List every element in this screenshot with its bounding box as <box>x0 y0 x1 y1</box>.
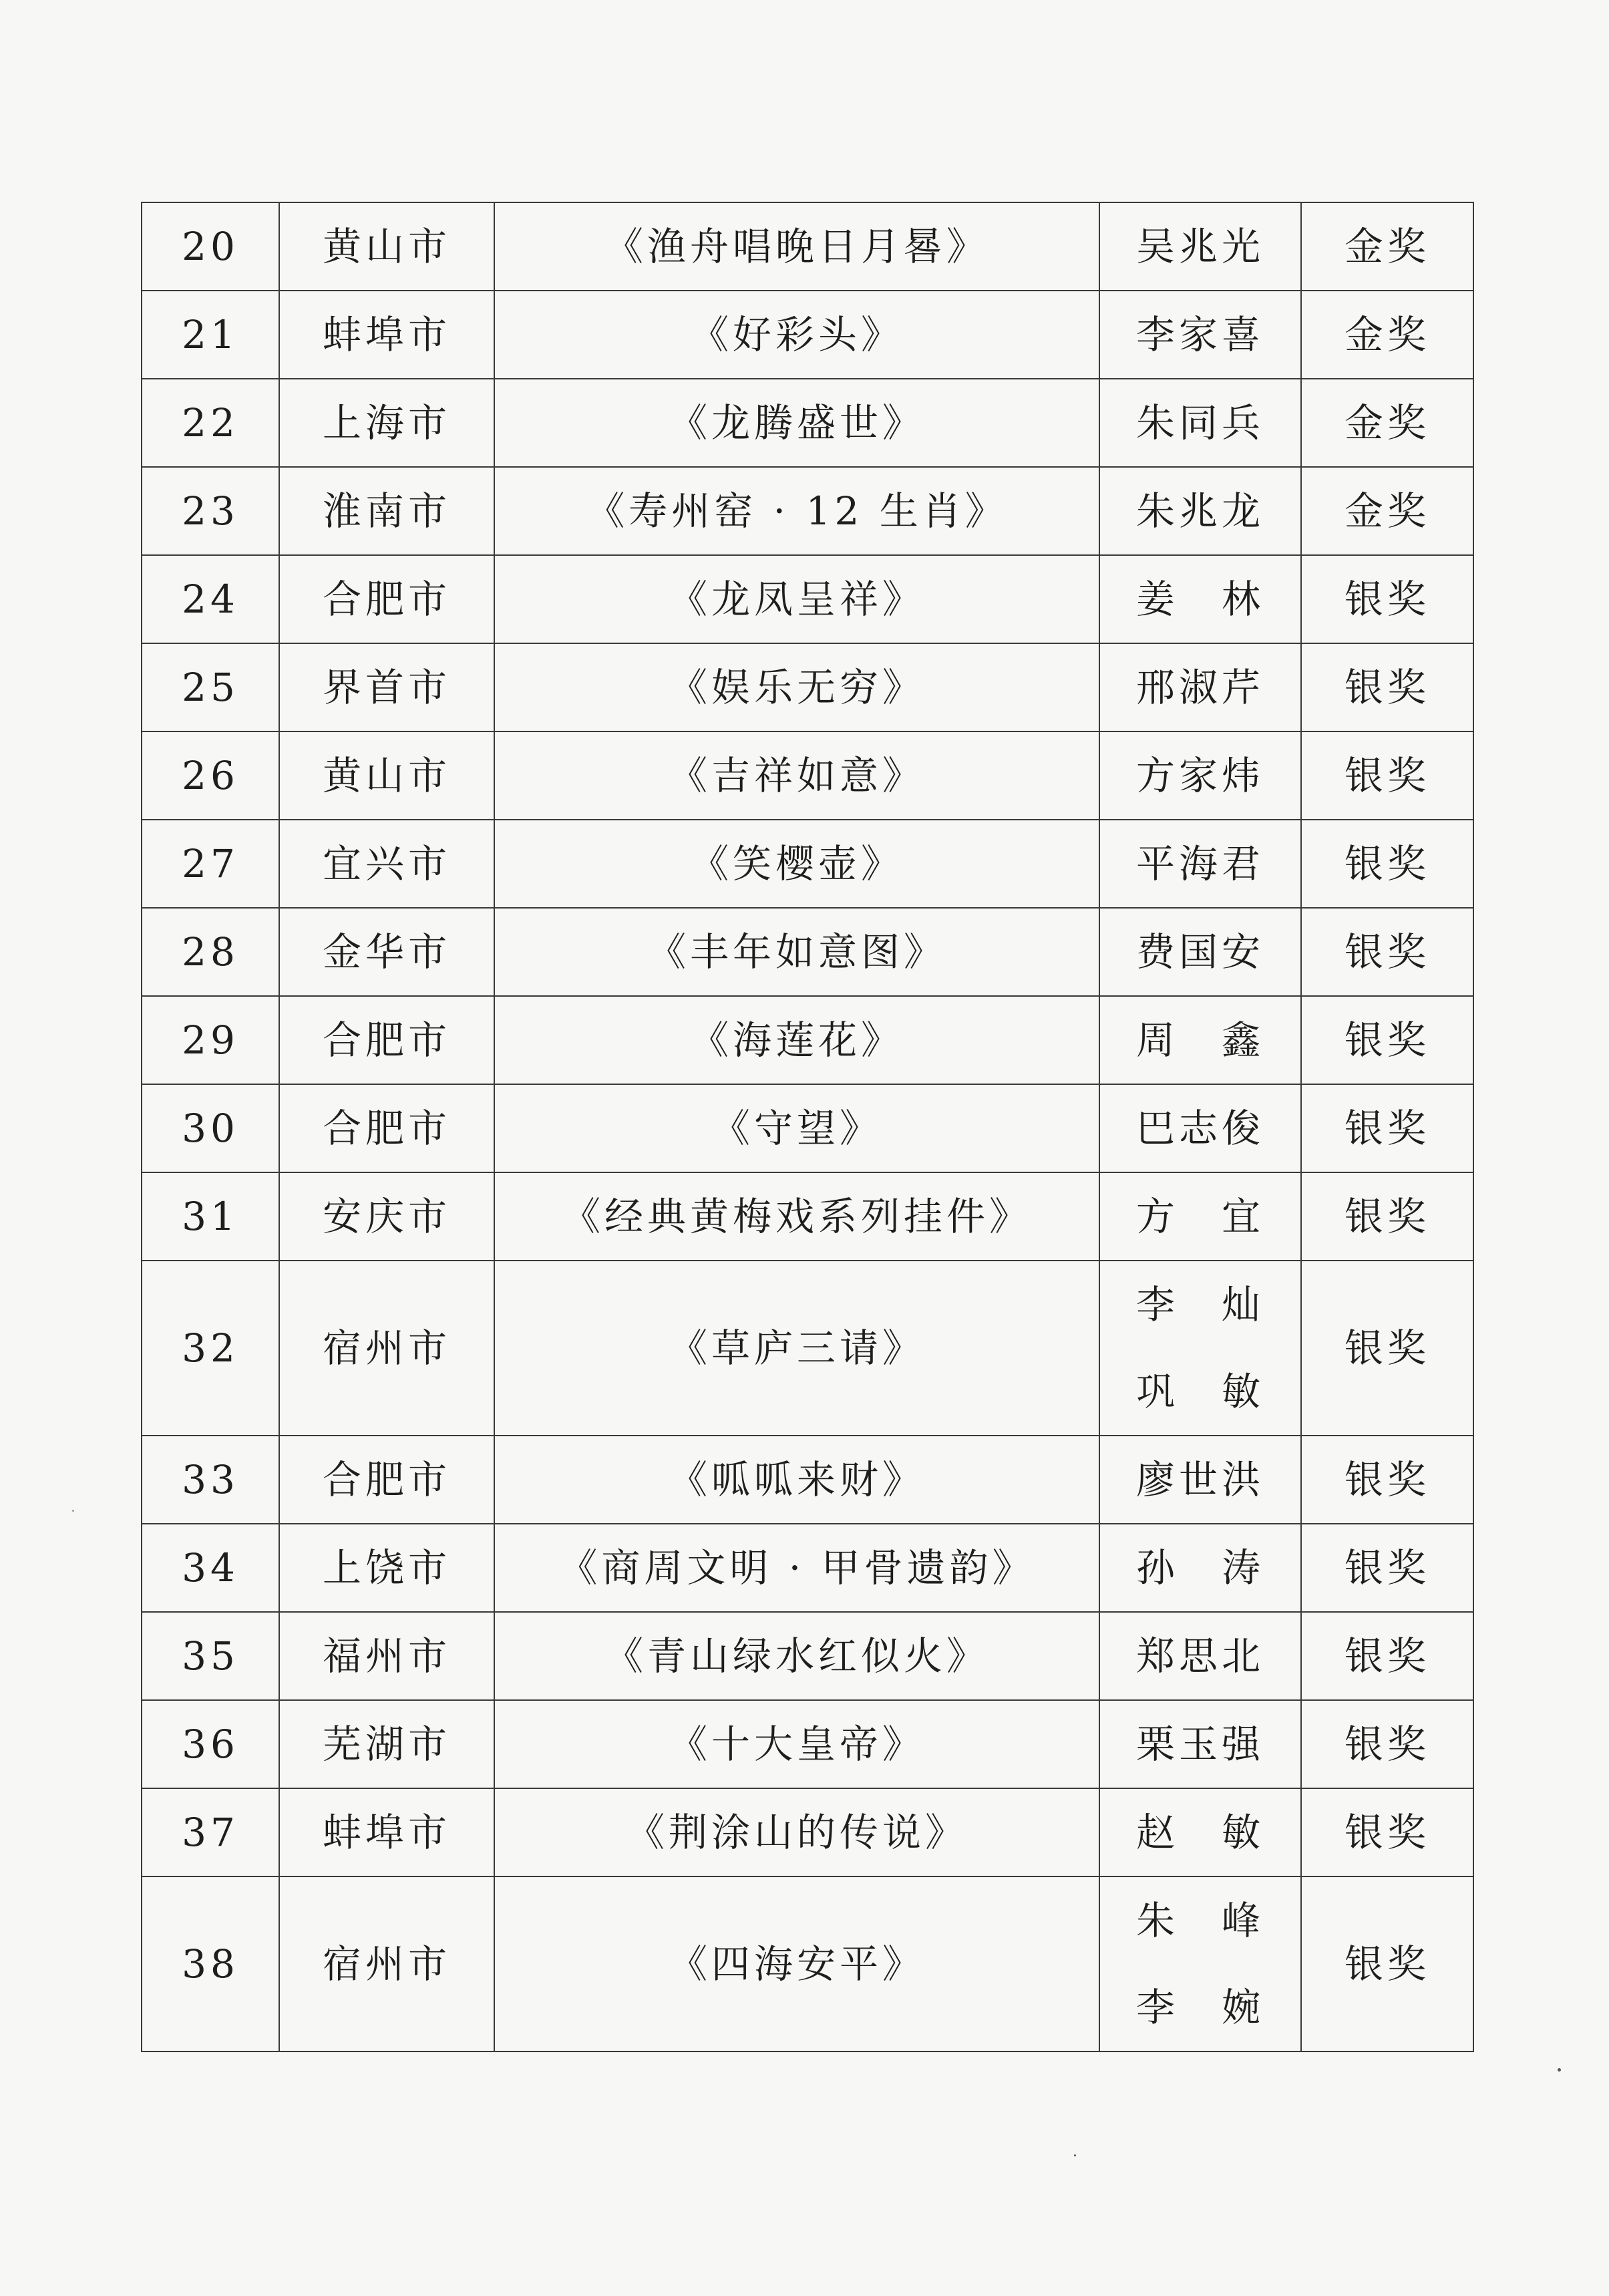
row-number: 23 <box>142 467 279 555</box>
table-row <box>142 467 1473 555</box>
city-cell: 蚌埠市 <box>279 1788 494 1876</box>
row-number: 28 <box>142 908 279 996</box>
author-name: 孙 涛 <box>1135 1545 1264 1591</box>
author-name: 平海君 <box>1135 841 1264 886</box>
city-cell: 界首市 <box>279 643 494 731</box>
row-number: 32 <box>142 1261 279 1436</box>
table-row <box>142 1172 1473 1261</box>
author-name: 吴兆光 <box>1135 224 1264 269</box>
row-number: 26 <box>142 731 279 820</box>
table-row <box>142 1612 1473 1700</box>
author-name: 巩 敏 <box>1135 1369 1264 1414</box>
work-title-cell: 《龙凤呈祥》 <box>494 555 1099 643</box>
city-cell: 合肥市 <box>279 1436 494 1524</box>
author-cell <box>1099 1436 1301 1524</box>
award-level-cell: 银奖 <box>1301 996 1473 1084</box>
author-cell <box>1099 1524 1301 1612</box>
author-name: 方 宜 <box>1135 1194 1264 1239</box>
work-title-cell: 《经典黄梅戏系列挂件》 <box>494 1172 1099 1261</box>
author-cell <box>1099 996 1301 1084</box>
author-name: 栗玉强 <box>1135 1721 1264 1767</box>
city-cell: 黄山市 <box>279 202 494 291</box>
award-level-cell: 金奖 <box>1301 379 1473 467</box>
work-title-cell: 《笑樱壶》 <box>494 820 1099 908</box>
work-title-cell: 《荆涂山的传说》 <box>494 1788 1099 1876</box>
scan-speck <box>72 1510 74 1512</box>
author-name: 廖世洪 <box>1135 1457 1264 1502</box>
row-number: 35 <box>142 1612 279 1700</box>
work-title-cell: 《十大皇帝》 <box>494 1700 1099 1788</box>
table-row <box>142 291 1473 379</box>
author-name: 朱兆龙 <box>1135 488 1264 534</box>
award-level-cell: 银奖 <box>1301 731 1473 820</box>
award-level-cell: 金奖 <box>1301 467 1473 555</box>
work-title-cell: 《寿州窑 · 12 生肖》 <box>494 467 1099 555</box>
author-name: 郑思北 <box>1135 1633 1264 1679</box>
table-row <box>142 1700 1473 1788</box>
work-title-cell: 《渔舟唱晚日月晷》 <box>494 202 1099 291</box>
city-cell: 宿州市 <box>279 1261 494 1436</box>
table-row <box>142 731 1473 820</box>
city-cell: 金华市 <box>279 908 494 996</box>
author-name: 朱 峰 <box>1135 1898 1264 1943</box>
work-title-cell: 《草庐三请》 <box>494 1261 1099 1436</box>
row-number: 30 <box>142 1084 279 1172</box>
scan-speck <box>1074 2154 1076 2156</box>
work-title-cell: 《吉祥如意》 <box>494 731 1099 820</box>
work-title-cell: 《呱呱来财》 <box>494 1436 1099 1524</box>
work-title-cell: 《商周文明 · 甲骨遗韵》 <box>494 1524 1099 1612</box>
work-title-cell: 《龙腾盛世》 <box>494 379 1099 467</box>
award-level-cell: 银奖 <box>1301 908 1473 996</box>
award-level-cell: 银奖 <box>1301 1700 1473 1788</box>
row-number: 27 <box>142 820 279 908</box>
work-title-cell: 《青山绿水红似火》 <box>494 1612 1099 1700</box>
author-cell <box>1099 1084 1301 1172</box>
award-level-cell: 金奖 <box>1301 291 1473 379</box>
author-name: 朱同兵 <box>1135 400 1264 446</box>
work-title-cell: 《四海安平》 <box>494 1876 1099 2052</box>
author-cell <box>1099 379 1301 467</box>
author-cell <box>1099 1612 1301 1700</box>
city-cell: 合肥市 <box>279 1084 494 1172</box>
author-name: 李 婉 <box>1135 1985 1264 2030</box>
row-number: 24 <box>142 555 279 643</box>
row-number: 21 <box>142 291 279 379</box>
row-number: 38 <box>142 1876 279 2052</box>
award-level-cell: 银奖 <box>1301 1612 1473 1700</box>
table-row <box>142 1524 1473 1612</box>
table-row <box>142 1084 1473 1172</box>
author-cell <box>1099 555 1301 643</box>
row-number: 31 <box>142 1172 279 1261</box>
city-cell: 安庆市 <box>279 1172 494 1261</box>
work-title-cell: 《丰年如意图》 <box>494 908 1099 996</box>
award-level-cell: 银奖 <box>1301 1788 1473 1876</box>
row-number: 25 <box>142 643 279 731</box>
award-level-cell: 银奖 <box>1301 1436 1473 1524</box>
city-cell: 宿州市 <box>279 1876 494 2052</box>
author-cell <box>1099 1788 1301 1876</box>
table-row <box>142 555 1473 643</box>
table-row <box>142 379 1473 467</box>
author-cell <box>1099 291 1301 379</box>
scan-speck <box>1558 2068 1561 2072</box>
author-cell <box>1099 1876 1301 2052</box>
author-cell <box>1099 202 1301 291</box>
author-name: 邢淑芹 <box>1135 665 1264 710</box>
author-cell <box>1099 643 1301 731</box>
table-row <box>142 1876 1473 2052</box>
author-name: 费国安 <box>1135 929 1264 975</box>
author-cell <box>1099 1700 1301 1788</box>
award-level-cell: 银奖 <box>1301 643 1473 731</box>
author-cell <box>1099 467 1301 555</box>
table-row <box>142 820 1473 908</box>
awards-table <box>141 202 1474 2052</box>
award-level-cell: 银奖 <box>1301 1172 1473 1261</box>
city-cell: 宜兴市 <box>279 820 494 908</box>
city-cell: 合肥市 <box>279 996 494 1084</box>
city-cell: 芜湖市 <box>279 1700 494 1788</box>
author-cell <box>1099 820 1301 908</box>
award-level-cell: 银奖 <box>1301 820 1473 908</box>
author-cell <box>1099 1172 1301 1261</box>
award-level-cell: 金奖 <box>1301 202 1473 291</box>
table-row <box>142 908 1473 996</box>
row-number: 29 <box>142 996 279 1084</box>
city-cell: 淮南市 <box>279 467 494 555</box>
author-name: 巴志俊 <box>1135 1106 1264 1151</box>
row-number: 22 <box>142 379 279 467</box>
city-cell: 蚌埠市 <box>279 291 494 379</box>
row-number: 37 <box>142 1788 279 1876</box>
table-row <box>142 202 1473 291</box>
table-row <box>142 643 1473 731</box>
table-row <box>142 1261 1473 1436</box>
author-name: 李 灿 <box>1135 1282 1264 1327</box>
city-cell: 黄山市 <box>279 731 494 820</box>
author-cell <box>1099 731 1301 820</box>
row-number: 20 <box>142 202 279 291</box>
award-level-cell: 银奖 <box>1301 555 1473 643</box>
row-number: 34 <box>142 1524 279 1612</box>
city-cell: 上海市 <box>279 379 494 467</box>
city-cell: 福州市 <box>279 1612 494 1700</box>
work-title-cell: 《好彩头》 <box>494 291 1099 379</box>
work-title-cell: 《守望》 <box>494 1084 1099 1172</box>
author-cell <box>1099 1261 1301 1436</box>
author-name: 李家喜 <box>1135 312 1264 357</box>
work-title-cell: 《海莲花》 <box>494 996 1099 1084</box>
author-name: 方家炜 <box>1135 753 1264 798</box>
row-number: 33 <box>142 1436 279 1524</box>
award-level-cell: 银奖 <box>1301 1261 1473 1436</box>
author-name: 周 鑫 <box>1135 1017 1264 1063</box>
row-number: 36 <box>142 1700 279 1788</box>
award-level-cell: 银奖 <box>1301 1524 1473 1612</box>
table-row <box>142 996 1473 1084</box>
awards-table-body <box>142 202 1473 2052</box>
author-name: 赵 敏 <box>1135 1810 1264 1855</box>
table-row <box>142 1788 1473 1876</box>
work-title-cell: 《娱乐无穷》 <box>494 643 1099 731</box>
award-level-cell: 银奖 <box>1301 1876 1473 2052</box>
table-row <box>142 1436 1473 1524</box>
author-name: 姜 林 <box>1135 577 1264 622</box>
city-cell: 合肥市 <box>279 555 494 643</box>
city-cell: 上饶市 <box>279 1524 494 1612</box>
award-level-cell: 银奖 <box>1301 1084 1473 1172</box>
author-cell <box>1099 908 1301 996</box>
